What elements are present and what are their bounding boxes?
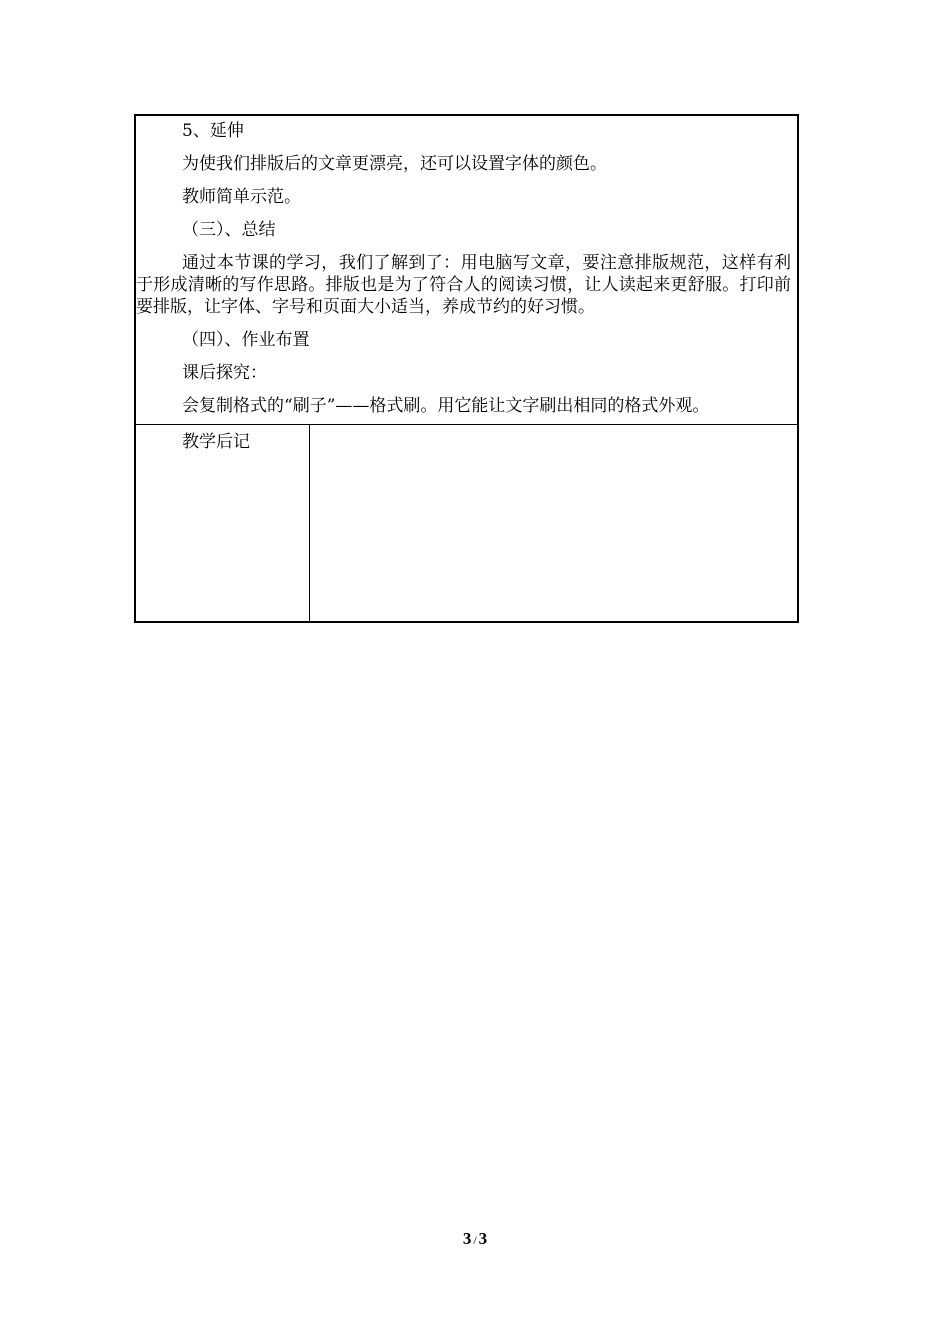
section-heading-homework: （四）、作业布置 xyxy=(182,330,310,350)
total-pages-number: 3 xyxy=(478,1229,488,1248)
section-heading-summary: （三）、总结 xyxy=(182,220,276,240)
paragraph-format-painter: 会复制格式的“刷子”——格式刷。用它能让文字刷出相同的格式外观。 xyxy=(182,396,710,416)
current-page-number: 3 xyxy=(462,1229,472,1248)
paragraph-summary: 通过本节课的学习，我们了解到了：用电脑写文章，要注意排版规范，这样有利于形成清晰的写作思路。排版也是为了符合人的阅读习惯，让人读起来更舒服。打印前要排版，让字体、字号和页面大小适当，养成节约的好习惯。 xyxy=(136,253,791,317)
paragraph-after-class: 课后探究： xyxy=(182,363,267,383)
section-heading-extension: 5、延伸 xyxy=(182,121,244,141)
page-number xyxy=(0,1228,950,1251)
lesson-table xyxy=(134,114,799,623)
teaching-notes-label-cell xyxy=(136,425,310,621)
teaching-notes-label: 教学后记 xyxy=(182,432,250,452)
paragraph-teacher-demo: 教师简单示范。 xyxy=(182,187,301,207)
page-number-separator: / xyxy=(473,1233,477,1247)
lesson-content-cell xyxy=(136,116,797,425)
paragraph-font-color: 为使我们排版后的文章更漂亮，还可以设置字体的颜色。 xyxy=(182,154,607,174)
teaching-notes-content-cell xyxy=(310,425,797,621)
